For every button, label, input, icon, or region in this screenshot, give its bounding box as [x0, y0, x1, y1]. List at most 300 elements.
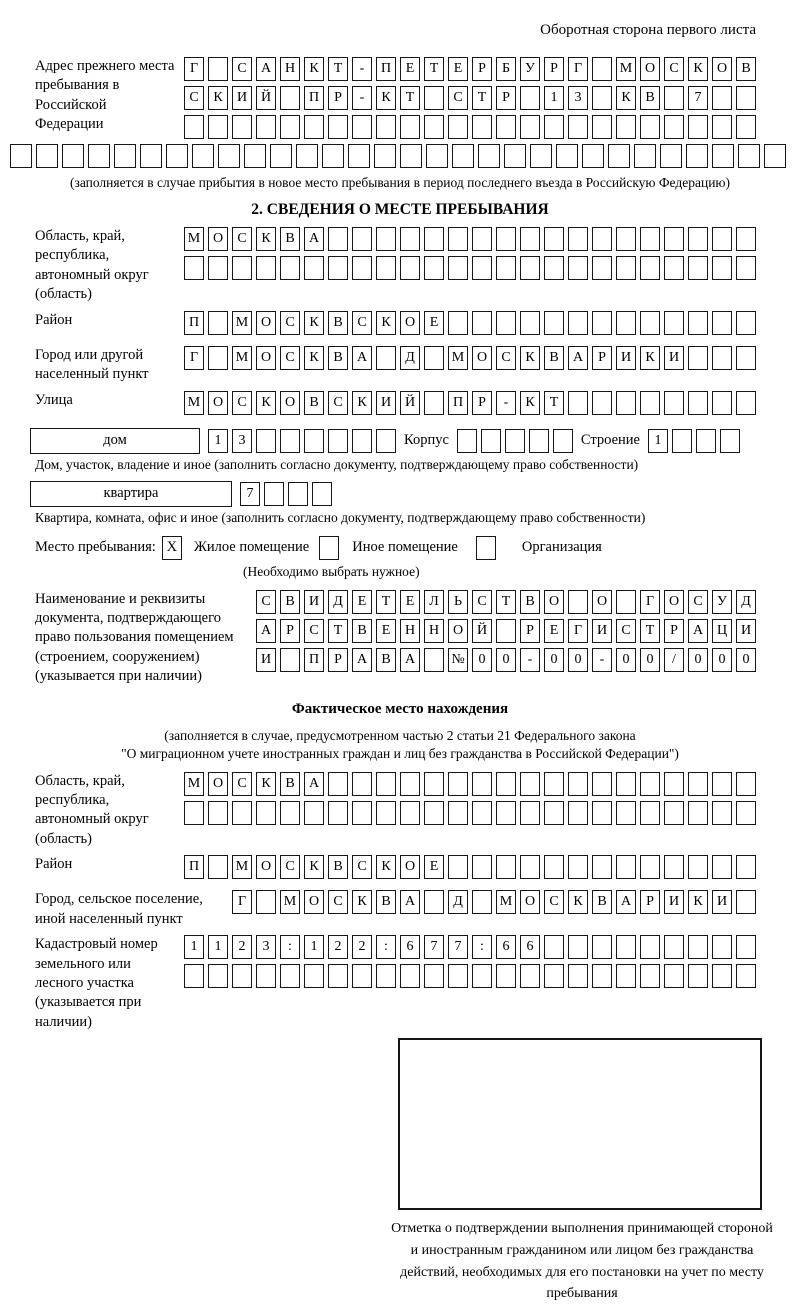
char-cell[interactable]: С	[448, 86, 468, 110]
char-cell[interactable]	[352, 256, 372, 280]
char-cell[interactable]: :	[280, 935, 300, 959]
char-cell[interactable]: Н	[280, 57, 300, 81]
char-cell[interactable]	[328, 115, 348, 139]
char-cell[interactable]	[304, 115, 324, 139]
char-cell[interactable]	[496, 227, 516, 251]
char-cell[interactable]: Г	[184, 57, 204, 81]
char-cell[interactable]	[520, 227, 540, 251]
char-cell[interactable]	[736, 801, 756, 825]
char-cell[interactable]	[256, 256, 276, 280]
char-cell[interactable]: О	[712, 57, 732, 81]
char-cell[interactable]: К	[688, 57, 708, 81]
char-cell[interactable]: 0	[544, 648, 564, 672]
char-cell[interactable]	[208, 256, 228, 280]
char-cell[interactable]: В	[328, 855, 348, 879]
char-cell[interactable]: 0	[640, 648, 660, 672]
char-cell[interactable]: Т	[544, 391, 564, 415]
char-cell[interactable]	[472, 311, 492, 335]
char-cell[interactable]	[544, 964, 564, 988]
char-cell[interactable]: Е	[424, 855, 444, 879]
char-cell[interactable]: Ь	[448, 590, 468, 614]
char-cell[interactable]: О	[280, 391, 300, 415]
char-cell[interactable]	[712, 256, 732, 280]
char-cell[interactable]	[712, 346, 732, 370]
char-cell[interactable]	[304, 429, 324, 453]
char-cell[interactable]	[616, 115, 636, 139]
char-cell[interactable]	[496, 801, 516, 825]
char-cell[interactable]	[374, 144, 396, 168]
char-cell[interactable]: Г	[232, 890, 252, 914]
char-cell[interactable]	[352, 964, 372, 988]
char-cell[interactable]: О	[400, 311, 420, 335]
char-cell[interactable]	[352, 429, 372, 453]
char-cell[interactable]	[328, 964, 348, 988]
char-cell[interactable]	[738, 144, 760, 168]
char-cell[interactable]: Т	[640, 619, 660, 643]
char-cell[interactable]: Е	[400, 57, 420, 81]
char-cell[interactable]: О	[520, 890, 540, 914]
char-cell[interactable]	[505, 429, 525, 453]
char-cell[interactable]	[328, 227, 348, 251]
char-cell[interactable]: О	[256, 855, 276, 879]
char-cell[interactable]	[688, 964, 708, 988]
char-cell[interactable]	[400, 256, 420, 280]
char-cell[interactable]	[448, 227, 468, 251]
char-cell[interactable]	[424, 346, 444, 370]
char-cell[interactable]	[664, 801, 684, 825]
char-cell[interactable]	[304, 964, 324, 988]
char-cell[interactable]	[496, 115, 516, 139]
char-cell[interactable]	[664, 115, 684, 139]
char-cell[interactable]: Е	[424, 311, 444, 335]
char-cell[interactable]: С	[280, 311, 300, 335]
char-cell[interactable]	[592, 311, 612, 335]
char-cell[interactable]: 1	[208, 935, 228, 959]
char-cell[interactable]	[688, 115, 708, 139]
char-cell[interactable]: П	[184, 311, 204, 335]
char-cell[interactable]	[520, 772, 540, 796]
char-cell[interactable]	[400, 227, 420, 251]
char-cell[interactable]: С	[328, 391, 348, 415]
char-cell[interactable]	[568, 855, 588, 879]
char-cell[interactable]: Т	[496, 590, 516, 614]
char-cell[interactable]	[672, 429, 692, 453]
char-cell[interactable]	[736, 772, 756, 796]
char-cell[interactable]: 2	[352, 935, 372, 959]
char-cell[interactable]	[582, 144, 604, 168]
char-cell[interactable]: М	[232, 855, 252, 879]
char-cell[interactable]: -	[592, 648, 612, 672]
char-cell[interactable]: 6	[520, 935, 540, 959]
char-cell[interactable]: О	[400, 855, 420, 879]
char-cell[interactable]	[664, 311, 684, 335]
char-cell[interactable]	[592, 227, 612, 251]
char-cell[interactable]	[688, 256, 708, 280]
char-cell[interactable]	[10, 144, 32, 168]
char-cell[interactable]	[232, 256, 252, 280]
char-cell[interactable]	[426, 144, 448, 168]
char-cell[interactable]	[424, 391, 444, 415]
char-cell[interactable]	[688, 391, 708, 415]
char-cell[interactable]: 0	[616, 648, 636, 672]
char-cell[interactable]: К	[304, 311, 324, 335]
char-cell[interactable]: В	[280, 772, 300, 796]
char-cell[interactable]	[232, 964, 252, 988]
char-cell[interactable]: С	[688, 590, 708, 614]
char-cell[interactable]	[688, 346, 708, 370]
char-cell[interactable]: М	[448, 346, 468, 370]
char-cell[interactable]	[712, 115, 732, 139]
char-cell[interactable]: 3	[568, 86, 588, 110]
char-cell[interactable]: Д	[736, 590, 756, 614]
char-cell[interactable]: В	[352, 619, 372, 643]
char-cell[interactable]	[376, 964, 396, 988]
char-cell[interactable]: А	[352, 648, 372, 672]
char-cell[interactable]	[376, 429, 396, 453]
char-cell[interactable]: О	[544, 590, 564, 614]
char-cell[interactable]: 1	[544, 86, 564, 110]
char-cell[interactable]: С	[352, 855, 372, 879]
char-cell[interactable]: А	[688, 619, 708, 643]
char-cell[interactable]	[544, 115, 564, 139]
char-cell[interactable]: Й	[472, 619, 492, 643]
char-cell[interactable]: П	[448, 391, 468, 415]
char-cell[interactable]: В	[280, 227, 300, 251]
char-cell[interactable]	[764, 144, 786, 168]
char-cell[interactable]	[712, 86, 732, 110]
char-cell[interactable]: П	[304, 648, 324, 672]
char-cell[interactable]	[288, 482, 308, 506]
char-cell[interactable]: В	[376, 648, 396, 672]
char-cell[interactable]: К	[376, 855, 396, 879]
char-cell[interactable]	[592, 772, 612, 796]
char-cell[interactable]	[208, 115, 228, 139]
char-cell[interactable]	[140, 144, 162, 168]
char-cell[interactable]	[166, 144, 188, 168]
char-cell[interactable]	[322, 144, 344, 168]
char-cell[interactable]	[640, 115, 660, 139]
char-cell[interactable]	[616, 855, 636, 879]
char-cell[interactable]	[448, 772, 468, 796]
char-cell[interactable]: Р	[640, 890, 660, 914]
char-cell[interactable]	[376, 346, 396, 370]
char-cell[interactable]: С	[232, 772, 252, 796]
char-cell[interactable]	[634, 144, 656, 168]
char-cell[interactable]: С	[232, 227, 252, 251]
char-cell[interactable]	[304, 801, 324, 825]
char-cell[interactable]	[592, 57, 612, 81]
char-cell[interactable]: Е	[400, 590, 420, 614]
char-cell[interactable]	[472, 964, 492, 988]
char-cell[interactable]: -	[352, 86, 372, 110]
char-cell[interactable]	[520, 964, 540, 988]
char-cell[interactable]: М	[184, 391, 204, 415]
char-cell[interactable]: У	[520, 57, 540, 81]
char-cell[interactable]: И	[232, 86, 252, 110]
char-cell[interactable]: Б	[496, 57, 516, 81]
char-cell[interactable]	[736, 935, 756, 959]
char-cell[interactable]: О	[472, 346, 492, 370]
char-cell[interactable]: С	[280, 855, 300, 879]
char-cell[interactable]	[256, 429, 276, 453]
char-cell[interactable]: -	[496, 391, 516, 415]
char-cell[interactable]	[256, 801, 276, 825]
char-cell[interactable]: В	[328, 311, 348, 335]
char-cell[interactable]	[88, 144, 110, 168]
char-cell[interactable]	[616, 256, 636, 280]
char-cell[interactable]: С	[544, 890, 564, 914]
char-cell[interactable]: В	[328, 346, 348, 370]
char-cell[interactable]: Р	[472, 391, 492, 415]
char-cell[interactable]	[352, 115, 372, 139]
char-cell[interactable]	[448, 311, 468, 335]
char-cell[interactable]: И	[256, 648, 276, 672]
char-cell[interactable]	[472, 115, 492, 139]
char-cell[interactable]	[736, 115, 756, 139]
char-cell[interactable]: 3	[232, 429, 252, 453]
char-cell[interactable]	[720, 429, 740, 453]
char-cell[interactable]	[664, 935, 684, 959]
char-cell[interactable]: А	[616, 890, 636, 914]
char-cell[interactable]	[280, 964, 300, 988]
char-cell[interactable]	[736, 855, 756, 879]
char-cell[interactable]	[736, 86, 756, 110]
char-cell[interactable]	[184, 964, 204, 988]
char-cell[interactable]: П	[184, 855, 204, 879]
char-cell[interactable]	[208, 57, 228, 81]
char-cell[interactable]: Т	[424, 57, 444, 81]
char-cell[interactable]	[424, 256, 444, 280]
char-cell[interactable]	[664, 256, 684, 280]
char-cell[interactable]: 7	[424, 935, 444, 959]
char-cell[interactable]	[544, 801, 564, 825]
char-cell[interactable]: С	[328, 890, 348, 914]
char-cell[interactable]	[36, 144, 58, 168]
char-cell[interactable]	[712, 227, 732, 251]
stay-option-checkbox-org[interactable]	[476, 536, 496, 560]
char-cell[interactable]	[696, 429, 716, 453]
char-cell[interactable]: А	[256, 619, 276, 643]
char-cell[interactable]: Л	[424, 590, 444, 614]
char-cell[interactable]: В	[376, 890, 396, 914]
char-cell[interactable]	[424, 648, 444, 672]
char-cell[interactable]	[640, 964, 660, 988]
char-cell[interactable]	[208, 311, 228, 335]
char-cell[interactable]	[592, 115, 612, 139]
char-cell[interactable]: И	[736, 619, 756, 643]
char-cell[interactable]: К	[616, 86, 636, 110]
char-cell[interactable]: О	[256, 311, 276, 335]
char-cell[interactable]	[544, 935, 564, 959]
char-cell[interactable]	[712, 772, 732, 796]
char-cell[interactable]	[504, 144, 526, 168]
char-cell[interactable]	[478, 144, 500, 168]
char-cell[interactable]	[218, 144, 240, 168]
char-cell[interactable]	[688, 311, 708, 335]
char-cell[interactable]: И	[376, 391, 396, 415]
char-cell[interactable]	[688, 855, 708, 879]
char-cell[interactable]	[328, 801, 348, 825]
char-cell[interactable]	[616, 964, 636, 988]
char-cell[interactable]	[114, 144, 136, 168]
char-cell[interactable]	[452, 144, 474, 168]
char-cell[interactable]	[616, 227, 636, 251]
char-cell[interactable]: 1	[184, 935, 204, 959]
char-cell[interactable]: Т	[400, 86, 420, 110]
char-cell[interactable]: 6	[400, 935, 420, 959]
char-cell[interactable]	[256, 890, 276, 914]
char-cell[interactable]: В	[544, 346, 564, 370]
char-cell[interactable]	[712, 311, 732, 335]
char-cell[interactable]: М	[496, 890, 516, 914]
char-cell[interactable]: 1	[648, 429, 668, 453]
char-cell[interactable]	[270, 144, 292, 168]
char-cell[interactable]: Р	[280, 619, 300, 643]
char-cell[interactable]	[376, 227, 396, 251]
char-cell[interactable]	[184, 801, 204, 825]
char-cell[interactable]	[424, 227, 444, 251]
char-cell[interactable]	[192, 144, 214, 168]
stay-option-checkbox-zhiloe[interactable]: X	[162, 536, 182, 560]
char-cell[interactable]	[304, 256, 324, 280]
char-cell[interactable]: С	[352, 311, 372, 335]
char-cell[interactable]: Д	[328, 590, 348, 614]
char-cell[interactable]	[424, 801, 444, 825]
char-cell[interactable]: Т	[328, 619, 348, 643]
char-cell[interactable]	[712, 801, 732, 825]
char-cell[interactable]	[640, 772, 660, 796]
char-cell[interactable]: Е	[544, 619, 564, 643]
char-cell[interactable]: Е	[448, 57, 468, 81]
char-cell[interactable]	[592, 86, 612, 110]
char-cell[interactable]	[481, 429, 501, 453]
char-cell[interactable]	[280, 115, 300, 139]
char-cell[interactable]: Н	[424, 619, 444, 643]
char-cell[interactable]	[280, 86, 300, 110]
char-cell[interactable]: О	[256, 346, 276, 370]
char-cell[interactable]: С	[184, 86, 204, 110]
char-cell[interactable]: О	[448, 619, 468, 643]
char-cell[interactable]	[520, 86, 540, 110]
char-cell[interactable]	[592, 964, 612, 988]
char-cell[interactable]	[280, 256, 300, 280]
char-cell[interactable]: Р	[496, 86, 516, 110]
char-cell[interactable]	[496, 256, 516, 280]
char-cell[interactable]	[424, 890, 444, 914]
char-cell[interactable]: Д	[400, 346, 420, 370]
char-cell[interactable]: /	[664, 648, 684, 672]
char-cell[interactable]	[592, 935, 612, 959]
char-cell[interactable]: :	[472, 935, 492, 959]
char-cell[interactable]	[664, 391, 684, 415]
char-cell[interactable]	[712, 144, 734, 168]
char-cell[interactable]: С	[280, 346, 300, 370]
char-cell[interactable]	[352, 801, 372, 825]
char-cell[interactable]	[544, 855, 564, 879]
char-cell[interactable]: Р	[520, 619, 540, 643]
char-cell[interactable]: Т	[376, 590, 396, 614]
char-cell[interactable]: К	[208, 86, 228, 110]
char-cell[interactable]: А	[352, 346, 372, 370]
char-cell[interactable]: К	[256, 227, 276, 251]
char-cell[interactable]	[616, 391, 636, 415]
char-cell[interactable]: О	[664, 590, 684, 614]
char-cell[interactable]: В	[640, 86, 660, 110]
char-cell[interactable]	[568, 772, 588, 796]
char-cell[interactable]: Й	[400, 391, 420, 415]
char-cell[interactable]	[496, 855, 516, 879]
char-cell[interactable]	[208, 346, 228, 370]
char-cell[interactable]	[424, 772, 444, 796]
char-cell[interactable]	[376, 772, 396, 796]
char-cell[interactable]	[712, 855, 732, 879]
char-cell[interactable]: М	[184, 227, 204, 251]
char-cell[interactable]	[448, 801, 468, 825]
char-cell[interactable]	[448, 964, 468, 988]
char-cell[interactable]: С	[472, 590, 492, 614]
char-cell[interactable]: К	[640, 346, 660, 370]
char-cell[interactable]: Р	[328, 86, 348, 110]
char-cell[interactable]: А	[304, 227, 324, 251]
char-cell[interactable]	[660, 144, 682, 168]
char-cell[interactable]: Р	[544, 57, 564, 81]
char-cell[interactable]: И	[664, 890, 684, 914]
char-cell[interactable]: С	[232, 391, 252, 415]
char-cell[interactable]: У	[712, 590, 732, 614]
char-cell[interactable]	[376, 801, 396, 825]
char-cell[interactable]	[184, 256, 204, 280]
char-cell[interactable]	[328, 256, 348, 280]
stay-option-checkbox-inoe[interactable]	[319, 536, 339, 560]
char-cell[interactable]: К	[568, 890, 588, 914]
char-cell[interactable]	[688, 801, 708, 825]
char-cell[interactable]	[568, 227, 588, 251]
char-cell[interactable]: М	[280, 890, 300, 914]
char-cell[interactable]: Т	[328, 57, 348, 81]
char-cell[interactable]	[496, 964, 516, 988]
char-cell[interactable]: В	[736, 57, 756, 81]
char-cell[interactable]	[640, 801, 660, 825]
char-cell[interactable]: 7	[240, 482, 260, 506]
char-cell[interactable]: И	[592, 619, 612, 643]
char-cell[interactable]	[400, 772, 420, 796]
char-cell[interactable]: Й	[256, 86, 276, 110]
char-cell[interactable]	[664, 964, 684, 988]
char-cell[interactable]	[544, 311, 564, 335]
char-cell[interactable]	[424, 86, 444, 110]
char-cell[interactable]	[264, 482, 284, 506]
char-cell[interactable]: О	[592, 590, 612, 614]
char-cell[interactable]	[472, 772, 492, 796]
char-cell[interactable]	[232, 801, 252, 825]
char-cell[interactable]: П	[304, 86, 324, 110]
char-cell[interactable]	[736, 256, 756, 280]
char-cell[interactable]	[640, 935, 660, 959]
char-cell[interactable]: О	[208, 772, 228, 796]
char-cell[interactable]: 0	[496, 648, 516, 672]
char-cell[interactable]: К	[352, 890, 372, 914]
char-cell[interactable]	[544, 227, 564, 251]
char-cell[interactable]	[496, 772, 516, 796]
char-cell[interactable]	[400, 964, 420, 988]
char-cell[interactable]: Н	[400, 619, 420, 643]
char-cell[interactable]	[520, 115, 540, 139]
char-cell[interactable]: К	[688, 890, 708, 914]
char-cell[interactable]: Г	[568, 619, 588, 643]
char-cell[interactable]	[592, 256, 612, 280]
char-cell[interactable]	[208, 801, 228, 825]
char-cell[interactable]	[736, 890, 756, 914]
